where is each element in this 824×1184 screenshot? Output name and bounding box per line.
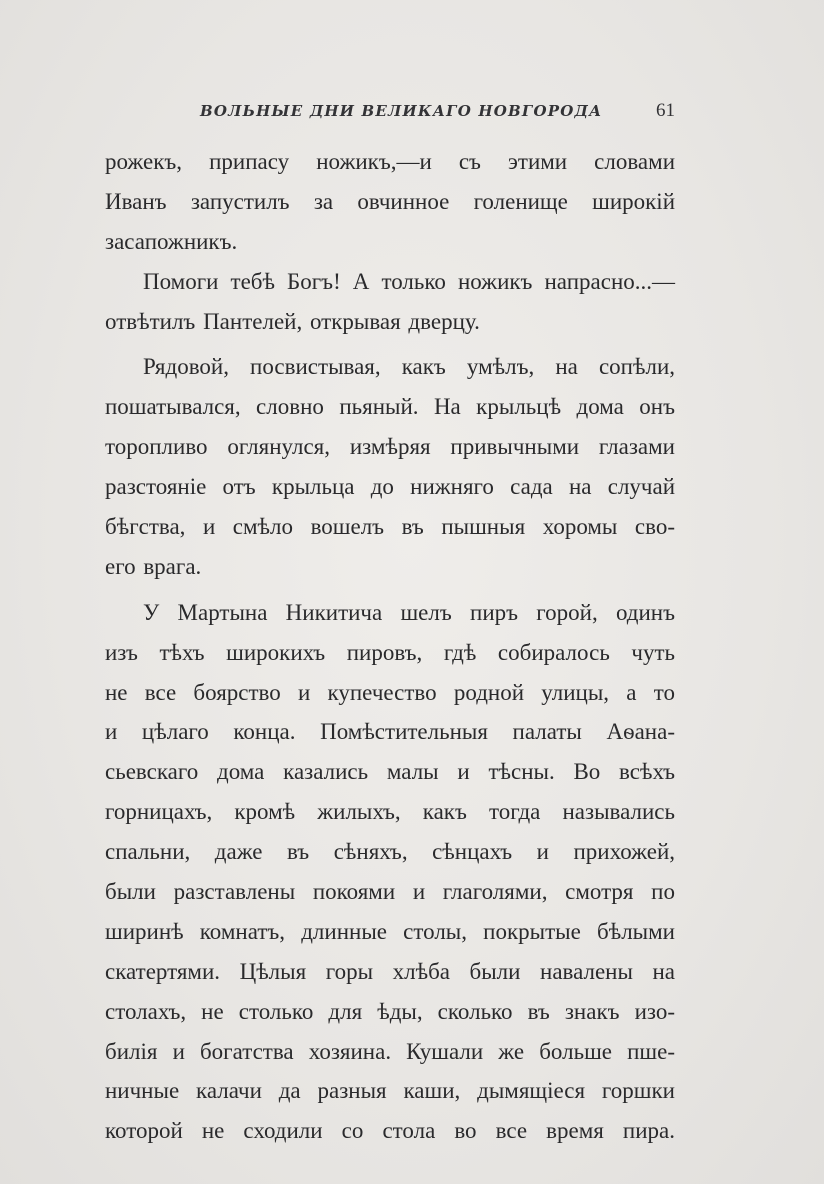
text-line: его врага. [105, 553, 202, 579]
text-line: билія и богатства хозяина. Кушали же больше пше- [105, 1038, 675, 1064]
paragraph-3 [105, 347, 675, 586]
text-line: сьевскаго дома казались малы и тѣсны. Во всѣхъ [105, 759, 675, 785]
text-line: и цѣлаго конца. Помѣстительныя палаты Аѳана- [105, 719, 675, 745]
text-line: ширинѣ комнатъ, длинные столы, покрытые бѣлыми [105, 918, 675, 944]
text-line: торопливо оглянулся, измѣряя привычными глазами [105, 434, 675, 460]
paragraph-4 [105, 593, 675, 1151]
page-number: 61 [656, 100, 675, 121]
text-line: Помоги тебѣ Богъ! А только ножикъ напрасно...— [143, 268, 675, 294]
text-line: изъ тѣхъ широкихъ пировъ, гдѣ собиралось чуть [105, 639, 675, 665]
body-text [105, 142, 675, 1151]
paragraph-1 [105, 142, 675, 262]
running-header [105, 100, 675, 126]
text-line: были разставлены покоями и глаголями, смотря по [105, 879, 675, 905]
text-line: горницахъ, кромѣ жилыхъ, какъ тогда назывались [105, 799, 675, 825]
text-line: У Мартына Никитича шелъ пиръ горой, одинъ [143, 599, 675, 625]
text-line: которой не сходили со стола во все время пира. [105, 1118, 675, 1144]
text-line: не все боярство и купечество родной улицы, а то [105, 679, 675, 705]
text-line: отвѣтилъ Пантелей, открывая дверцу. [105, 308, 480, 334]
paragraph-2 [105, 262, 675, 342]
text-line: скатертями. Цѣлыя горы хлѣба были навалены на [105, 958, 675, 984]
text-line: Рядовой, посвистывая, какъ умѣлъ, на сопѣли, [143, 354, 675, 380]
text-line: ничные калачи да разныя каши, дымящіеся горшки [105, 1078, 675, 1104]
text-line: бѣгства, и смѣло вошелъ въ пышныя хоромы сво- [105, 514, 675, 540]
text-line: пошатывался, словно пьяный. На крыльцѣ дома онъ [105, 394, 675, 420]
text-line: спальни, даже въ сѣняхъ, сѣнцахъ и прихожей, [105, 839, 675, 865]
text-line: Иванъ запустилъ за овчинное голенище широкій [105, 188, 675, 214]
text-line: засапожникъ. [105, 228, 238, 254]
text-line: рожекъ, припасу ножикъ,—и съ этими словами [105, 149, 675, 174]
running-title: ВОЛЬНЫЕ ДНИ ВЕЛИКАГО НОВГОРОДА [200, 102, 603, 120]
text-line: разстояніе отъ крыльца до нижняго сада на случай [105, 474, 675, 500]
text-line: столахъ, не столько для ѣды, сколько въ знакъ изо- [105, 998, 675, 1024]
